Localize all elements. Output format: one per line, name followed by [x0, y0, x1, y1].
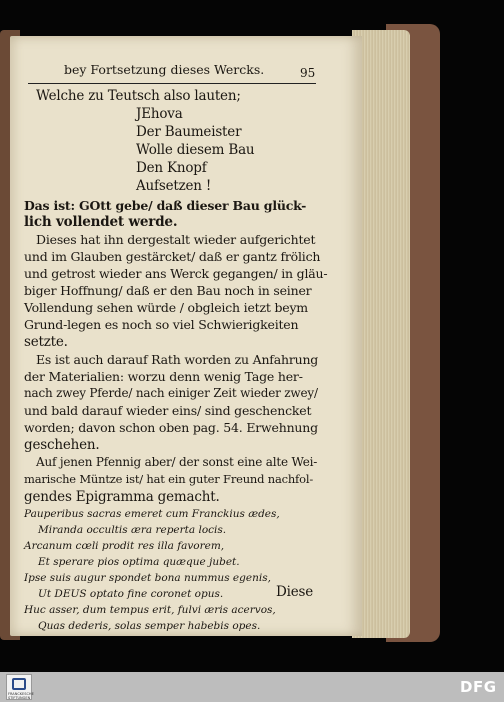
text-line: JEhova — [136, 106, 183, 122]
text-line: Aufsetzen ! — [136, 178, 212, 194]
text-line: Dieses hat ihn dergestalt wieder aufgerichtet — [36, 232, 316, 247]
logo-caption: FRANCKESCHE STIFTUNGEN — [8, 692, 34, 700]
text-line: biger Hoffnung/ daß er den Bau noch in seiner — [24, 283, 312, 298]
text-line: setzte. — [24, 334, 68, 350]
text-line: Das ist: GOtt gebe/ daß dieser Bau glück- — [24, 198, 307, 213]
text-line: worden; davon schon oben pag. 54. Erwehnung — [24, 420, 318, 435]
verse-line: Et sperare pios optima quæque jubet. — [38, 556, 240, 568]
text-line: geschehen. — [24, 437, 100, 453]
text-line: lich vollendet werde. — [24, 214, 178, 230]
verse-line: Ut DEUS optato fine coronet opus. — [38, 588, 224, 600]
text-line: Den Knopf — [136, 160, 207, 176]
viewer-footer — [0, 672, 504, 702]
text-line: Der Baumeister — [136, 124, 242, 140]
text-line: gendes Epigramma gemacht. — [24, 489, 220, 505]
verse-line: Huc asser, dum tempus erit, fulvi æris acervos, — [24, 604, 276, 616]
verse-line: Ipse suis augur spondet bona nummus egenis, — [24, 572, 271, 584]
text-line: marische Müntze ist/ hat ein guter Freund nachfol- — [24, 472, 314, 486]
verse-line: Quas dederis, solas semper habebis opes. — [38, 620, 261, 632]
text-line: Es ist auch darauf Rath worden zu Anfahrung — [36, 352, 319, 367]
verse-line: Miranda occultis æra reperta locis. — [38, 524, 227, 536]
catchword: Diese — [276, 584, 314, 600]
verse-line: Arcanum cœli prodit res illa favorem, — [24, 540, 225, 552]
text-line: und im Glauben gestärcket/ daß er gantz frölich — [24, 249, 321, 264]
logo-icon — [12, 678, 26, 690]
text-line: Vollendung sehen würde / obgleich ietzt beym — [24, 300, 308, 315]
text-line: Welche zu Teutsch also lauten; — [36, 88, 241, 104]
text-line: der Materialien: worzu denn wenig Tage her- — [24, 369, 303, 384]
running-title: bey Fortsetzung dieses Wercks. — [64, 62, 265, 77]
header-rule — [28, 83, 316, 84]
text-line: Grund-legen es noch so viel Schwierigkeiten — [24, 317, 299, 332]
dfg-brand[interactable]: DFG — [460, 678, 497, 696]
text-line: nach zwey Pferde/ nach einiger Zeit wieder zwey/ — [24, 386, 318, 400]
verse-line: Pauperibus sacras emeret cum Franckius ædes, — [24, 508, 280, 520]
page-number: 95 — [300, 66, 316, 80]
institution-logo[interactable] — [6, 674, 32, 700]
text-line: und getrost wieder ans Werck gegangen/ in gläu- — [24, 266, 328, 281]
text-line: Wolle diesem Bau — [136, 142, 255, 158]
text-line: und bald darauf wieder eins/ sind geschencket — [24, 403, 312, 418]
text-line: Auf jenen Pfennig aber/ der sonst eine alte Wei- — [36, 455, 318, 469]
